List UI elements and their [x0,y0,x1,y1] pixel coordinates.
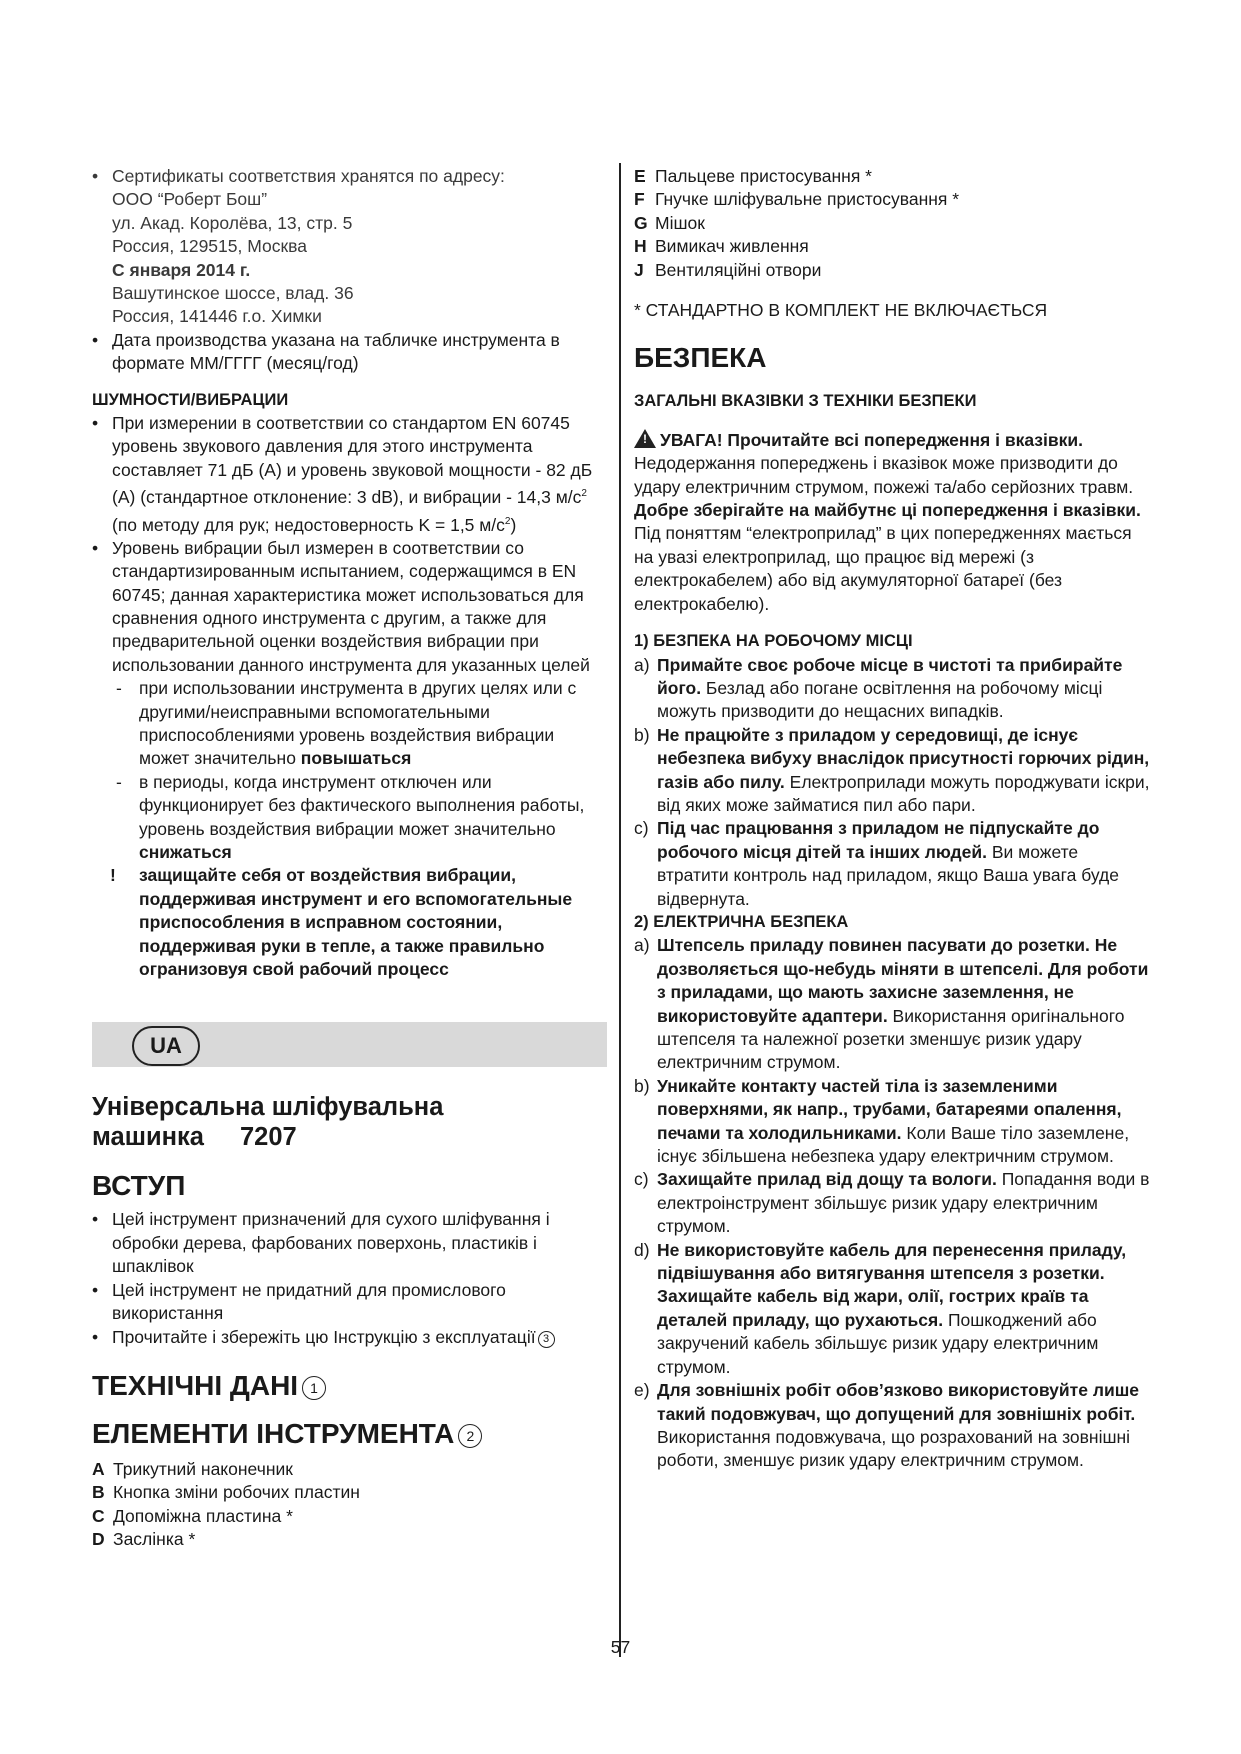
noise-sup: 2 [581,488,587,500]
product-title-text: машинка [92,1123,204,1152]
intro-heading: ВСТУП [92,1170,186,1202]
warning-bold: УВАГА! Прочитайте всі попередження і вказівки. [660,429,1083,450]
part-label: Вентиляційні отвори [655,259,822,280]
cert-line: ул. Акад. Королёва, 13, стр. 5 [112,212,353,233]
item-key: d) [634,1239,650,1260]
dash-text: при использовании инструмента в других целях или с другими/неисправными вспомогательными приспособлениями уровень воздействия вибрации может значительно [139,678,577,769]
part-label: Пальцеве пристосування * [655,166,872,186]
part-label: Кнопка зміни робочих пластин [113,1482,360,1503]
warning-triangle-icon: ! [634,429,656,448]
figure-ref-3: 3 [538,1331,555,1348]
cert-line: Россия, 141446 г.о. Химки [112,306,322,327]
part-key: G [634,212,648,233]
cert-line: Россия, 129515, Москва [112,236,307,257]
left-column [92,165,607,1552]
warning-paragraph [634,429,1154,616]
part-label: Допоміжна пластина * [113,1505,293,1526]
noise-text-a: При измерении в соответствии со стандартом EN 60745 уровень звукового давления для этого инструмента составляет 71 дБ (A) и уровень звуковой мощности - 82 дБ (A) (стандартное отклонение: 3 dB), и вибрации - 14,3 м/с [112,413,593,508]
part-key: B [92,1482,105,1503]
tech-heading-text: ТЕХНІЧНІ ДАНІ [92,1369,299,1401]
item-text: Безлад або погане освітлення на робочому місці можуть призводити до нещасних випадків. [657,677,1103,722]
part-item [92,1528,607,1551]
item-key: b) [634,1075,650,1096]
safety-item [634,934,1154,1074]
dash-marker: - [116,771,122,792]
item-text: Попадання води в електроінструмент збільшує ризик удару електричним струмом. [657,1169,1150,1237]
cert-line: • Сертификаты соответствия хранятся по адресу: [112,166,505,186]
part-key: D [92,1529,105,1550]
page-number: 57 [610,1637,631,1657]
product-model: 7207 [240,1123,297,1152]
part-label: Мішок [655,212,705,233]
part-item [634,212,1154,235]
safety-item [634,654,1154,724]
product-title [92,1092,607,1152]
item-bold: Для зовнішніх робіт обов’язково використовуйте лише такий подовжувач, що допущений для зовнішніх робіт. [657,1380,1140,1424]
part-item [92,1505,607,1528]
safety-heading: БЕЗПЕКА [634,342,767,374]
language-badge: UA [132,1026,200,1066]
item-bold: Не працюйте з приладом у середовищі, де існує небезпека вибуху внаслідок присутності горючих рідин, газів або пилу. [657,724,1150,792]
product-title-line2 [92,1122,607,1152]
item-bold: Уникайте контакту частей тіла із заземленими поверхнями, як напр., трубами, батареями опалення, печами та холодильниками. [657,1075,1122,1143]
item-text: Використання подовжувача, що розрахований на зовнішні роботи, зменшує ризик удару електричним струмом. [657,1426,1131,1471]
part-label: Вимикач живлення [655,236,809,257]
part-key: H [634,236,647,257]
item-text: Електроприлади можуть породжувати іскри, від яких може займатися пил або пари. [657,771,1150,815]
vibration-bullet: • Уровень вибрации был измерен в соответствии со стандартизированным испытанием, содержащимся в EN 60745; данная характеристика может использоваться для сравнения одного инструмента с другим, а также для предварительной оценки воздействия вибрации при использовании данного инструмента для указанных целей [92,537,607,677]
warning-text: защищайте себя от воздействия вибрации, поддерживая инструмент и его вспомогательные приспособления в исправном состоянии, поддерживая руки в тепле, а также правильно огранизовуя свой рабочий процесс [139,865,573,980]
intro-bullet: • Цей інструмент призначений для сухого шліфування і обробки дерева, фарбованих поверхонь, пластиків і шпаклівок [92,1208,607,1278]
part-key: A [92,1458,105,1479]
language-bar [92,1022,607,1067]
item-key: a) [634,935,650,956]
vibration-warning [92,864,607,981]
dash-bold: повышаться [300,748,412,769]
cert-line: ООО “Роберт Бош” [112,189,268,210]
item-bold: Примайте своє робоче місце в чистоті та прибирайте його. [657,654,1123,698]
part-label: Заслінка * [113,1529,196,1550]
item-text: Пошкоджений або закручений кабель збільшує ризик удару електричним струмом. [657,1309,1099,1377]
figure-ref-1: 1 [302,1376,326,1400]
part-item [92,1481,607,1504]
item-bold: Не використовуйте кабель для перенесення приладу, підвішування або витягування штепселя з розетки. Захищайте кабель від жари, олії, гострих країв та деталей приладу, що рухаються. [657,1239,1127,1330]
safety-item [634,724,1154,818]
part-key: F [634,189,645,210]
item-text: Ви можете втратити контроль над приладом, якщо Ваша увага буде відвернута. [657,841,1119,909]
intro-bullet: • Цей інструмент не придатний для промислового використання [92,1279,607,1326]
cert-line: Вашутинское шоссе, влад. 36 [112,283,354,304]
item-bold: Захищайте прилад від дощу та вологи. [657,1169,997,1190]
noise-bullet [92,412,607,537]
part-item [634,188,1154,211]
item-key: b) [634,724,650,745]
section-1-heading: 1) БЕЗПЕКА НА РОБОЧОМУ МІСЦІ [634,632,913,651]
part-key: C [92,1505,105,1526]
elements-heading-text: ЕЛЕМЕНТИ ІНСТРУМЕНТА [92,1417,455,1449]
warning-bold-2: Добре зберігайте на майбутнє ці попередження і вказівки. [634,500,1141,521]
tech-heading [92,1370,607,1402]
dash-item [92,771,607,865]
certificate-block [92,165,607,329]
intro-bullet [92,1326,607,1349]
safety-item [634,1379,1154,1473]
figure-ref-2: 2 [458,1424,482,1448]
noise-sup: 2 [504,515,511,527]
noise-text-b: (по методу для рук; недостоверность K = 1,5 м/с [112,514,505,535]
right-column [634,165,1154,1473]
part-item [92,1458,607,1481]
cert-date: С января 2014 г. [112,259,251,280]
dash-item [92,677,607,771]
safety-item [634,1075,1154,1169]
item-key: c) [634,818,649,839]
dash-text: в периоды, когда инструмент отключен или функционирует без фактического выполнения работы, уровень воздействия вибрации может значительно [139,771,585,839]
noise-text-c: ) [510,514,517,535]
safety-item [634,1168,1154,1238]
item-bold: Під час працювання з приладом не підпускайте до робочого місця дітей та інших людей. [657,818,1100,862]
warning-text-2: Під поняттям “електроприлад” в цих попередженнях мається на увазі електроприлад, що працює від мережі (з електрокабелем) або від акумуляторної батареї (без електрокабелю). [634,523,1132,614]
noise-heading: ШУМНОСТИ/ВИБРАЦИИ [92,390,289,409]
part-key: E [634,166,646,186]
product-title-line: Універсальна шліфувальна [92,1093,444,1122]
part-item [634,235,1154,258]
part-label: Трикутний наконечник [113,1458,293,1479]
part-item [634,165,1154,188]
dash-bold: снижаться [139,842,232,863]
section-2-heading: 2) ЕЛЕКТРИЧНА БЕЗПЕКА [634,912,849,931]
part-key: J [634,259,644,280]
production-date: • Дата производства указана на табличке инструмента в формате ММ/ГГГГ (месяц/год) [92,329,607,376]
part-item [634,259,1154,282]
column-divider [619,163,621,1657]
general-safety-heading: ЗАГАЛЬНІ ВКАЗІВКИ З ТЕХНІКИ БЕЗПЕКИ [634,392,977,411]
item-text: Використання оригінального штепселя та належної розетки зменшує ризик удару електричним струмом. [657,1005,1125,1073]
safety-item [634,1239,1154,1379]
item-bold: Штепсель приладу повинен пасувати до розетки. Не дозволяється що-небудь міняти в штепселі. Для роботи з приладами, що мають захисне заземлення, не використовуйте адаптери. [657,935,1149,1026]
item-key: a) [634,654,650,675]
safety-item [634,817,1154,911]
item-key: e) [634,1380,650,1401]
elements-heading [92,1418,607,1450]
warning-text: Недодержання попереджень і вказівок може призводити до удару електричним струмом, пожежі та/або серйозних травм. [634,453,1134,497]
dash-marker: - [116,678,122,699]
not-included-note: * СТАНДАРТНО В КОМПЛЕКТ НЕ ВКЛЮЧАЄТЬСЯ [634,300,1048,321]
item-text: Коли Ваше тіло заземлене, існує збільшена небезпека удару електричним струмом. [657,1122,1130,1167]
part-label: Гнучке шліфувальне пристосування * [655,189,960,210]
intro-bullet-text: Прочитайте і збережіть цю Інструкцію з експлуатації [112,1326,536,1347]
item-key: c) [634,1169,649,1190]
exclamation-icon: ! [110,865,116,886]
